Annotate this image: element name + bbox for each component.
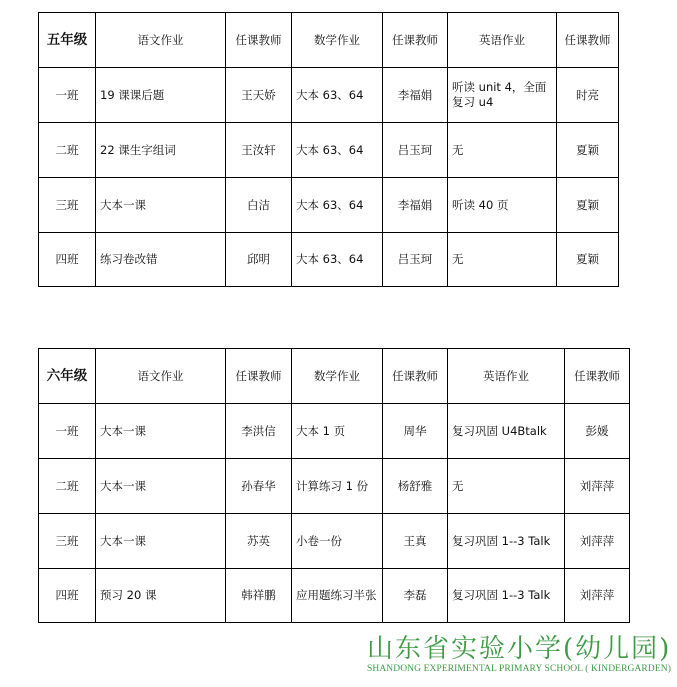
english-teacher: 刘萍萍 xyxy=(565,569,630,623)
english-teacher: 刘萍萍 xyxy=(565,459,630,514)
header-english-teacher: 任课教师 xyxy=(565,349,630,404)
chinese-teacher: 孙春华 xyxy=(226,459,292,514)
math-teacher: 李福娟 xyxy=(383,68,448,123)
header-chinese: 语文作业 xyxy=(96,349,226,404)
chinese-homework: 大本一课 xyxy=(96,459,226,514)
chinese-homework: 练习卷改错 xyxy=(96,233,226,287)
header-chinese: 语文作业 xyxy=(96,13,226,68)
class-name: 三班 xyxy=(39,178,96,233)
class-name: 四班 xyxy=(39,569,96,623)
header-math: 数学作业 xyxy=(292,349,383,404)
chinese-teacher: 李洪信 xyxy=(226,404,292,459)
math-teacher: 杨舒雅 xyxy=(383,459,448,514)
header-math: 数学作业 xyxy=(292,13,383,68)
header-math-teacher: 任课教师 xyxy=(383,13,448,68)
table-row xyxy=(39,178,619,233)
english-homework: 听读 unit 4，全面复习 u4 xyxy=(448,68,557,123)
chinese-teacher: 苏英 xyxy=(226,514,292,569)
chinese-teacher: 韩祥鹏 xyxy=(226,569,292,623)
table-row xyxy=(39,514,630,569)
english-teacher: 夏颖 xyxy=(557,123,619,178)
english-teacher: 夏颖 xyxy=(557,178,619,233)
chinese-homework: 大本一课 xyxy=(96,514,226,569)
school-name-english: SHANDONG EXPERIMENTAL PRIMARY SCHOOL ( KINDERGARDEN) xyxy=(367,664,671,674)
english-teacher: 刘萍萍 xyxy=(565,514,630,569)
grade-label: 五年级 xyxy=(39,13,96,68)
header-english: 英语作业 xyxy=(448,349,565,404)
math-homework: 小卷一份 xyxy=(292,514,383,569)
header-math-teacher: 任课教师 xyxy=(383,349,448,404)
english-teacher: 时亮 xyxy=(557,68,619,123)
header-english-teacher: 任课教师 xyxy=(557,13,619,68)
english-homework: 听读 40 页 xyxy=(448,178,557,233)
header-row xyxy=(39,349,630,404)
english-homework: 无 xyxy=(448,123,557,178)
math-homework: 大本 63、64 xyxy=(292,123,383,178)
chinese-homework: 大本一课 xyxy=(96,178,226,233)
math-homework: 大本 1 页 xyxy=(292,404,383,459)
math-teacher: 周华 xyxy=(383,404,448,459)
class-name: 二班 xyxy=(39,123,96,178)
table-row xyxy=(39,404,630,459)
school-logo xyxy=(367,634,672,675)
chinese-teacher: 邱明 xyxy=(226,233,292,287)
table-row xyxy=(39,68,619,123)
table-row xyxy=(39,123,619,178)
chinese-teacher: 王汝轩 xyxy=(226,123,292,178)
english-homework: 无 xyxy=(448,233,557,287)
math-teacher: 李福娟 xyxy=(383,178,448,233)
chinese-homework: 大本一课 xyxy=(96,404,226,459)
class-name: 一班 xyxy=(39,404,96,459)
math-teacher: 王真 xyxy=(383,514,448,569)
math-homework: 计算练习 1 份 xyxy=(292,459,383,514)
school-name-chinese: 山东省实验小学(幼儿园) xyxy=(367,634,672,664)
header-chinese-teacher: 任课教师 xyxy=(226,13,292,68)
english-homework: 复习巩固 1--3 Talk xyxy=(448,514,565,569)
english-teacher: 彭媛 xyxy=(565,404,630,459)
math-teacher: 李磊 xyxy=(383,569,448,623)
class-name: 一班 xyxy=(39,68,96,123)
grade-label: 六年级 xyxy=(39,349,96,404)
english-teacher: 夏颖 xyxy=(557,233,619,287)
grade6-homework-table xyxy=(38,348,630,623)
table-row xyxy=(39,569,630,623)
chinese-teacher: 白洁 xyxy=(226,178,292,233)
class-name: 三班 xyxy=(39,514,96,569)
math-teacher: 吕玉珂 xyxy=(383,123,448,178)
header-chinese-teacher: 任课教师 xyxy=(226,349,292,404)
english-homework: 无 xyxy=(448,459,565,514)
header-english: 英语作业 xyxy=(448,13,557,68)
math-homework: 应用题练习半张 xyxy=(292,569,383,623)
chinese-homework: 22 课生字组词 xyxy=(96,123,226,178)
chinese-homework: 19 课课后题 xyxy=(96,68,226,123)
math-teacher: 吕玉珂 xyxy=(383,233,448,287)
math-homework: 大本 63、64 xyxy=(292,233,383,287)
english-homework: 复习巩固 U4Btalk xyxy=(448,404,565,459)
header-row xyxy=(39,13,619,68)
class-name: 四班 xyxy=(39,233,96,287)
chinese-teacher: 王天娇 xyxy=(226,68,292,123)
table-row xyxy=(39,459,630,514)
math-homework: 大本 63、64 xyxy=(292,178,383,233)
class-name: 二班 xyxy=(39,459,96,514)
grade5-homework-table xyxy=(38,12,619,287)
table-row xyxy=(39,233,619,287)
math-homework: 大本 63、64 xyxy=(292,68,383,123)
chinese-homework: 预习 20 课 xyxy=(96,569,226,623)
english-homework: 复习巩固 1--3 Talk xyxy=(448,569,565,623)
